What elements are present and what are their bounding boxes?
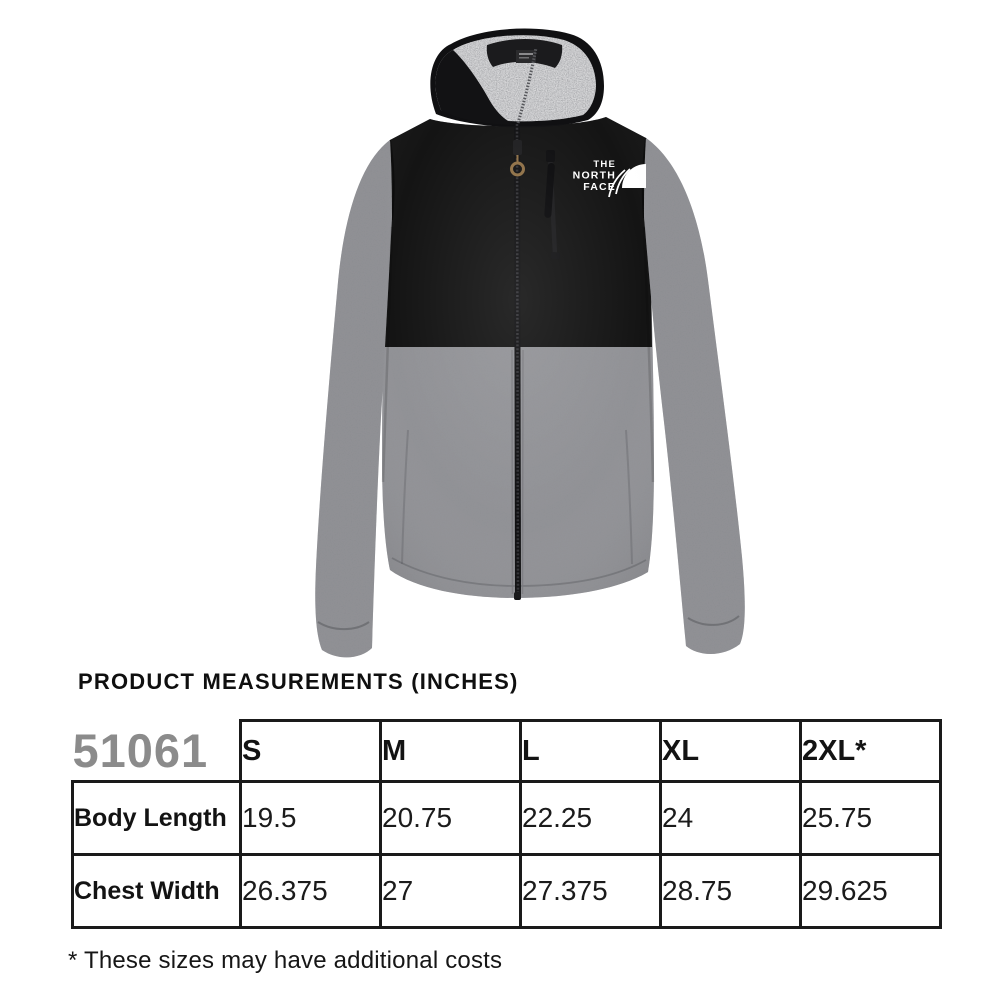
- measurement-value: 27: [381, 855, 521, 928]
- jacket-left-sleeve: [315, 140, 392, 657]
- jacket-right-sleeve: [644, 138, 745, 654]
- jacket-illustration: [278, 22, 768, 662]
- measurement-value: 24: [661, 782, 801, 855]
- measurement-value: 29.625: [801, 855, 941, 928]
- size-header-row: [73, 721, 941, 782]
- measurement-value: 26.375: [241, 855, 381, 928]
- product-number: 51061: [73, 721, 241, 782]
- measurement-value: 19.5: [241, 782, 381, 855]
- size-col-header-l: L: [521, 721, 661, 782]
- table-row-chest-width: [73, 855, 941, 928]
- measurement-value: 22.25: [521, 782, 661, 855]
- measurement-value: 25.75: [801, 782, 941, 855]
- row-label-chest-width: Chest Width: [73, 855, 241, 928]
- size-col-header-2xl: 2XL*: [801, 721, 941, 782]
- measurements-table: [71, 719, 942, 929]
- jacket-collar: [430, 29, 604, 128]
- neck-label-line: [519, 53, 533, 55]
- product-photo-jacket: [278, 22, 768, 662]
- lighting-overlay: [382, 117, 654, 598]
- size-col-header-m: M: [381, 721, 521, 782]
- size-footnote: * These sizes may have additional costs: [68, 947, 503, 974]
- size-col-header-s: S: [241, 721, 381, 782]
- measurement-value: 28.75: [661, 855, 801, 928]
- size-col-header-xl: XL: [661, 721, 801, 782]
- row-label-body-length: Body Length: [73, 782, 241, 855]
- table-row-body-length: [73, 782, 941, 855]
- measurement-value: 27.375: [521, 855, 661, 928]
- product-measurements-heading: PRODUCT MEASUREMENTS (INCHES): [78, 669, 519, 694]
- measurement-value: 20.75: [381, 782, 521, 855]
- neck-label-line: [519, 57, 529, 59]
